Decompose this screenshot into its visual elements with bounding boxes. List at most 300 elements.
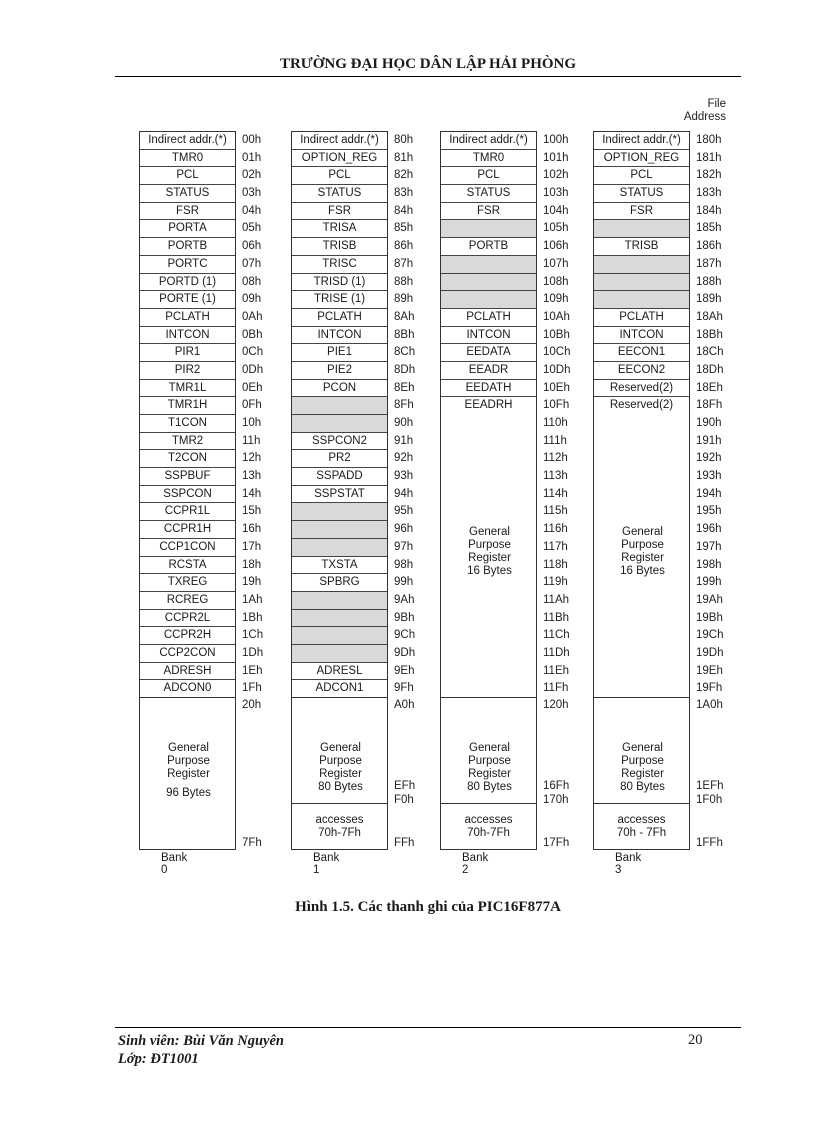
register-cell: PORTD (1) [140, 274, 235, 292]
register-cell: PORTA [140, 220, 235, 238]
register-cell: PIR1 [140, 344, 235, 362]
address-label: 10Fh [543, 399, 570, 412]
address-label: 01h [242, 151, 262, 164]
gpr-16-block [593, 414, 690, 698]
gpr-start-address: A0h [394, 699, 415, 712]
address-label: 100h [543, 134, 569, 146]
register-cell: SSPCON2 [292, 433, 387, 451]
address-label: 19Eh [696, 664, 723, 677]
address-label: 00h [242, 134, 262, 146]
address-label: 193h [696, 470, 722, 483]
gpr-text: General [168, 742, 209, 755]
address-label: 89h [394, 293, 414, 306]
register-cell: RCSTA [140, 557, 235, 575]
file-address-line-1: File [707, 98, 726, 110]
footer-student: Sinh viên: Bùi Văn Nguyên [118, 1033, 284, 1049]
address-label: 93h [394, 470, 414, 483]
register-cell: FSR [292, 203, 387, 221]
gpr-start-address: 120h [543, 699, 569, 712]
address-label: 88h [394, 275, 414, 288]
address-label: 09h [242, 293, 262, 306]
figure-caption: Hình 1.5. Các thanh ghi của PIC16F877A [295, 899, 561, 915]
address-label: 198h [696, 558, 722, 571]
register-cell: Indirect addr.(*) [292, 132, 387, 150]
gpr-16-text: General [622, 525, 663, 538]
address-label: 05h [242, 222, 262, 235]
register-cell: SSPBUF [140, 468, 235, 486]
gpr-16-label [441, 526, 538, 578]
address-label: 115h [543, 505, 568, 518]
address-label: 11Ch [543, 629, 570, 642]
address-label: 10Ah [543, 310, 570, 323]
address-label: 190h [696, 417, 722, 429]
address-label: 1Fh [242, 682, 262, 695]
gpr-16-label [594, 526, 691, 578]
register-cell: TMR0 [441, 150, 536, 168]
register-cell: FSR [441, 203, 536, 221]
address-label: 9Ah [394, 593, 415, 606]
register-cell: PIE1 [292, 344, 387, 362]
address-label: 1Ch [242, 629, 264, 642]
address-label: 85h [394, 222, 414, 235]
address-label: 08h [242, 275, 262, 288]
address-label: 182h [696, 169, 722, 182]
register-cell [292, 610, 387, 628]
gpr-16-text: 16 Bytes [467, 564, 512, 577]
gpr-text: Register [468, 768, 511, 781]
register-cell: SPBRG [292, 574, 387, 592]
register-cell [292, 521, 387, 539]
register-cell: TRISA [292, 220, 387, 238]
register-cell: PORTC [140, 256, 235, 274]
register-column [593, 131, 690, 416]
address-label: 10h [242, 417, 262, 429]
register-cell: PR2 [292, 450, 387, 468]
address-label: 8Bh [394, 328, 415, 341]
address-label: 10Dh [543, 363, 571, 376]
register-cell: INTCON [292, 327, 387, 345]
address-label: 101h [543, 151, 569, 164]
register-cell: EECON1 [594, 344, 689, 362]
register-cell: PORTE (1) [140, 291, 235, 309]
address-label: 102h [543, 169, 569, 182]
address-label: 11Ah [543, 593, 570, 606]
gpr-16-block [440, 414, 537, 698]
gpr-block [291, 697, 388, 804]
gpr-label [140, 742, 237, 800]
address-label: 105h [543, 222, 569, 235]
gpr-16-text: Purpose [468, 538, 511, 551]
register-cell: Indirect addr.(*) [594, 132, 689, 150]
register-cell: RCREG [140, 592, 235, 610]
register-cell: FSR [140, 203, 235, 221]
address-label: 11h [242, 434, 261, 447]
address-label: 191h [696, 434, 722, 447]
register-cell: TRISB [594, 238, 689, 256]
gpr-end-address: 1EFh [696, 780, 724, 793]
gpr-end-address: 16Fh [543, 780, 570, 793]
address-label: 9Dh [394, 646, 416, 659]
address-column [242, 131, 292, 697]
gpr-text: Purpose [319, 755, 362, 768]
register-cell [594, 274, 689, 292]
gpr-start-address: 1A0h [696, 699, 723, 712]
register-cell [594, 291, 689, 309]
gpr-16-text: Purpose [621, 538, 664, 551]
address-label: 82h [394, 169, 414, 182]
address-label: 186h [696, 240, 722, 253]
access-text: accesses [617, 814, 666, 827]
register-cell [441, 291, 536, 309]
address-label: 0Ah [242, 310, 263, 323]
register-cell [292, 415, 387, 433]
bank-label: Bank 0 [161, 852, 188, 877]
address-label: 99h [394, 576, 414, 589]
register-cell: OPTION_REG [594, 150, 689, 168]
end-address: 1FFh [696, 837, 723, 850]
register-cell: Reserved(2) [594, 397, 689, 415]
gpr-text: Purpose [167, 755, 210, 768]
gpr-label [441, 742, 538, 794]
register-cell: T2CON [140, 450, 235, 468]
gpr-16-text: General [469, 525, 510, 538]
access-text: accesses [464, 814, 513, 827]
register-cell: Indirect addr.(*) [140, 132, 235, 150]
address-label: 118h [543, 558, 568, 571]
address-label: 15h [242, 505, 262, 518]
register-cell: PCLATH [292, 309, 387, 327]
register-cell: SSPSTAT [292, 486, 387, 504]
address-label: 98h [394, 558, 414, 571]
address-label: 109h [543, 293, 569, 306]
address-label: 03h [242, 187, 262, 200]
address-label: 112h [543, 452, 568, 465]
register-cell: TRISD (1) [292, 274, 387, 292]
file-address-line-2: Address [683, 111, 726, 123]
register-cell: PCLATH [441, 309, 536, 327]
address-label: 8Ch [394, 346, 416, 359]
access-text: 70h-7Fh [467, 827, 510, 840]
address-column [394, 131, 444, 697]
gpr-16-text: 16 Bytes [620, 564, 665, 577]
file-address-label [676, 98, 726, 124]
address-label: 06h [242, 240, 262, 253]
address-label: 90h [394, 417, 414, 429]
register-cell [594, 256, 689, 274]
register-cell [441, 256, 536, 274]
gpr-text: 80 Bytes [620, 781, 665, 794]
register-cell: PIR2 [140, 362, 235, 380]
address-label: 1Ah [242, 593, 263, 606]
address-label: 11Fh [543, 682, 569, 695]
register-cell: TXREG [140, 574, 235, 592]
register-cell [441, 220, 536, 238]
access-text: accesses [315, 814, 364, 827]
address-label: 18Ch [696, 346, 724, 359]
register-cell [292, 397, 387, 415]
register-cell [292, 539, 387, 557]
register-cell: EEADR [441, 362, 536, 380]
address-label: 107h [543, 257, 569, 270]
register-cell: Indirect addr.(*) [441, 132, 536, 150]
address-label: 83h [394, 187, 414, 200]
address-label: 84h [394, 204, 414, 217]
register-cell: INTCON [441, 327, 536, 345]
register-cell: SSPADD [292, 468, 387, 486]
address-label: 16h [242, 523, 262, 536]
register-cell: T1CON [140, 415, 235, 433]
gpr-block [593, 697, 690, 804]
address-label: 02h [242, 169, 262, 182]
address-label: 10Bh [543, 328, 570, 341]
address-label: 185h [696, 222, 722, 235]
address-label: 1Bh [242, 611, 263, 624]
address-label: 97h [394, 540, 414, 553]
register-cell: TRISE (1) [292, 291, 387, 309]
access-text: 70h - 7Fh [616, 827, 667, 840]
address-label: 0Dh [242, 363, 264, 376]
end-address: FFh [394, 837, 415, 850]
register-cell: STATUS [292, 185, 387, 203]
register-cell: TMR0 [140, 150, 235, 168]
gpr-text: General [469, 742, 510, 755]
address-label: 19h [242, 576, 262, 589]
address-label: 108h [543, 275, 569, 288]
address-label: 8Ah [394, 310, 415, 323]
gpr-start-address: 20h [242, 699, 262, 712]
address-label: 10Eh [543, 381, 570, 394]
register-cell: PCLATH [140, 309, 235, 327]
register-column [440, 131, 537, 416]
address-label: 80h [394, 134, 414, 146]
register-cell [292, 645, 387, 663]
address-label: 18Eh [696, 381, 723, 394]
bank-label: Bank 1 [313, 852, 340, 877]
register-cell: TMR1H [140, 397, 235, 415]
address-label: 0Fh [242, 399, 262, 412]
address-label: 91h [394, 434, 414, 447]
register-cell: PCL [140, 167, 235, 185]
end-address: 17Fh [543, 837, 570, 850]
register-cell: TRISC [292, 256, 387, 274]
register-cell: STATUS [441, 185, 536, 203]
register-column [291, 131, 388, 699]
address-column [696, 131, 746, 697]
access-start-address: 1F0h [696, 794, 723, 807]
address-label: 17h [242, 540, 262, 553]
address-label: 9Bh [394, 611, 415, 624]
page-header: TRƯỜNG ĐẠI HỌC DÂN LẬP HẢI PHÒNG [279, 56, 577, 72]
register-cell: TMR2 [140, 433, 235, 451]
address-label: 86h [394, 240, 414, 253]
address-label: 181h [696, 151, 722, 164]
address-label: 197h [696, 540, 722, 553]
register-column [139, 131, 236, 699]
register-cell [594, 220, 689, 238]
address-label: 19Ah [696, 593, 723, 606]
gpr-label [594, 742, 691, 794]
access-block [291, 803, 388, 850]
register-cell: EEADRH [441, 397, 536, 415]
gpr-text: Register [167, 768, 210, 781]
address-label: 95h [394, 505, 414, 518]
register-cell: STATUS [140, 185, 235, 203]
gpr-16-text: Register [621, 551, 664, 564]
address-label: 11Eh [543, 664, 570, 677]
address-label: 9Ch [394, 629, 416, 642]
gpr-text: General [622, 742, 663, 755]
access-start-address: 170h [543, 794, 569, 807]
address-label: 104h [543, 204, 569, 217]
address-label: 18Ah [696, 310, 723, 323]
address-label: 07h [242, 257, 262, 270]
address-label: 8Eh [394, 381, 415, 394]
address-label: 194h [696, 487, 722, 500]
gpr-text: Register [621, 768, 664, 781]
gpr-text: General [320, 742, 361, 755]
register-cell: SSPCON [140, 486, 235, 504]
register-cell [292, 627, 387, 645]
address-label: 119h [543, 576, 568, 589]
register-cell: INTCON [594, 327, 689, 345]
register-cell: EECON2 [594, 362, 689, 380]
address-label: 81h [394, 151, 414, 164]
register-cell [441, 274, 536, 292]
register-cell: TMR1L [140, 380, 235, 398]
register-cell: STATUS [594, 185, 689, 203]
register-cell: PORTB [140, 238, 235, 256]
register-cell [292, 503, 387, 521]
address-label: 9Eh [394, 664, 415, 677]
bank-label: Bank 3 [615, 852, 642, 877]
address-label: 18Bh [696, 328, 723, 341]
access-block [440, 803, 537, 850]
address-label: 188h [696, 275, 722, 288]
address-label: 199h [696, 576, 722, 589]
register-cell: INTCON [140, 327, 235, 345]
gpr-block [440, 697, 537, 804]
address-label: 0Eh [242, 381, 263, 394]
register-cell: CCPR1L [140, 503, 235, 521]
footer-rule [115, 1027, 741, 1028]
address-label: 13h [242, 470, 262, 483]
address-label: 189h [696, 293, 722, 306]
gpr-text: 80 Bytes [318, 781, 363, 794]
register-cell: CCPR1H [140, 521, 235, 539]
gpr-end-address: EFh [394, 780, 416, 793]
address-label: 113h [543, 470, 568, 483]
access-text: 70h-7Fh [318, 827, 361, 840]
address-label: 19Fh [696, 682, 723, 695]
register-cell: CCP1CON [140, 539, 235, 557]
address-label: 187h [696, 257, 722, 270]
register-cell: ADCON0 [140, 680, 235, 698]
address-label: 94h [394, 487, 414, 500]
register-cell: ADRESH [140, 663, 235, 681]
address-label: 192h [696, 452, 722, 465]
gpr-text: 96 Bytes [166, 787, 211, 800]
address-label: 114h [543, 487, 568, 500]
register-cell: PORTB [441, 238, 536, 256]
access-block [593, 803, 690, 850]
address-label: 180h [696, 134, 722, 146]
register-cell: FSR [594, 203, 689, 221]
register-cell: PCLATH [594, 309, 689, 327]
address-label: 106h [543, 240, 569, 253]
gpr-text: Purpose [621, 755, 664, 768]
register-cell: Reserved(2) [594, 380, 689, 398]
register-cell: ADRESL [292, 663, 387, 681]
address-label: 195h [696, 505, 722, 518]
address-label: 111h [543, 434, 567, 447]
register-cell: TXSTA [292, 557, 387, 575]
address-label: 04h [242, 204, 262, 217]
gpr-text: Register [319, 768, 362, 781]
address-label: 19Ch [696, 629, 724, 642]
address-label: 110h [543, 417, 568, 429]
address-label: 8Dh [394, 363, 416, 376]
address-label: 0Ch [242, 346, 264, 359]
register-cell: TRISB [292, 238, 387, 256]
address-label: 10Ch [543, 346, 571, 359]
register-cell: EEDATH [441, 380, 536, 398]
gpr-block [139, 697, 236, 850]
footer-class: Lớp: ĐT1001 [118, 1051, 199, 1067]
address-label: 12h [242, 452, 262, 465]
address-label: 196h [696, 523, 722, 536]
register-cell: PIE2 [292, 362, 387, 380]
address-label: 11Dh [543, 646, 570, 659]
register-cell: PCL [441, 167, 536, 185]
address-label: 184h [696, 204, 722, 217]
address-label: 8Fh [394, 399, 414, 412]
gpr-text: Purpose [468, 755, 511, 768]
address-label: 9Fh [394, 682, 414, 695]
page-number: 20 [688, 1032, 703, 1048]
register-cell: CCPR2H [140, 627, 235, 645]
address-label: 19Bh [696, 611, 723, 624]
address-label: 87h [394, 257, 414, 270]
register-cell: CCP2CON [140, 645, 235, 663]
register-cell: OPTION_REG [292, 150, 387, 168]
address-label: 183h [696, 187, 722, 200]
address-label: 1Eh [242, 664, 263, 677]
register-cell: ADCON1 [292, 680, 387, 698]
address-label: 96h [394, 523, 414, 536]
address-label: 19Dh [696, 646, 724, 659]
address-label: 103h [543, 187, 569, 200]
register-cell: CCPR2L [140, 610, 235, 628]
register-cell: PCL [594, 167, 689, 185]
header-rule [115, 76, 741, 77]
address-label: 11Bh [543, 611, 570, 624]
address-label: 18Dh [696, 363, 724, 376]
address-label: 14h [242, 487, 262, 500]
end-address: 7Fh [242, 837, 262, 850]
gpr-16-text: Register [468, 551, 511, 564]
bank-label: Bank 2 [462, 852, 489, 877]
register-cell: EEDATA [441, 344, 536, 362]
register-cell [292, 592, 387, 610]
address-label: 0Bh [242, 328, 263, 341]
address-label: 1Dh [242, 646, 264, 659]
register-cell: PCL [292, 167, 387, 185]
gpr-label [292, 742, 389, 794]
address-label: 18h [242, 558, 262, 571]
gpr-text: 80 Bytes [467, 781, 512, 794]
address-label: 117h [543, 540, 568, 553]
address-label: 18Fh [696, 399, 723, 412]
